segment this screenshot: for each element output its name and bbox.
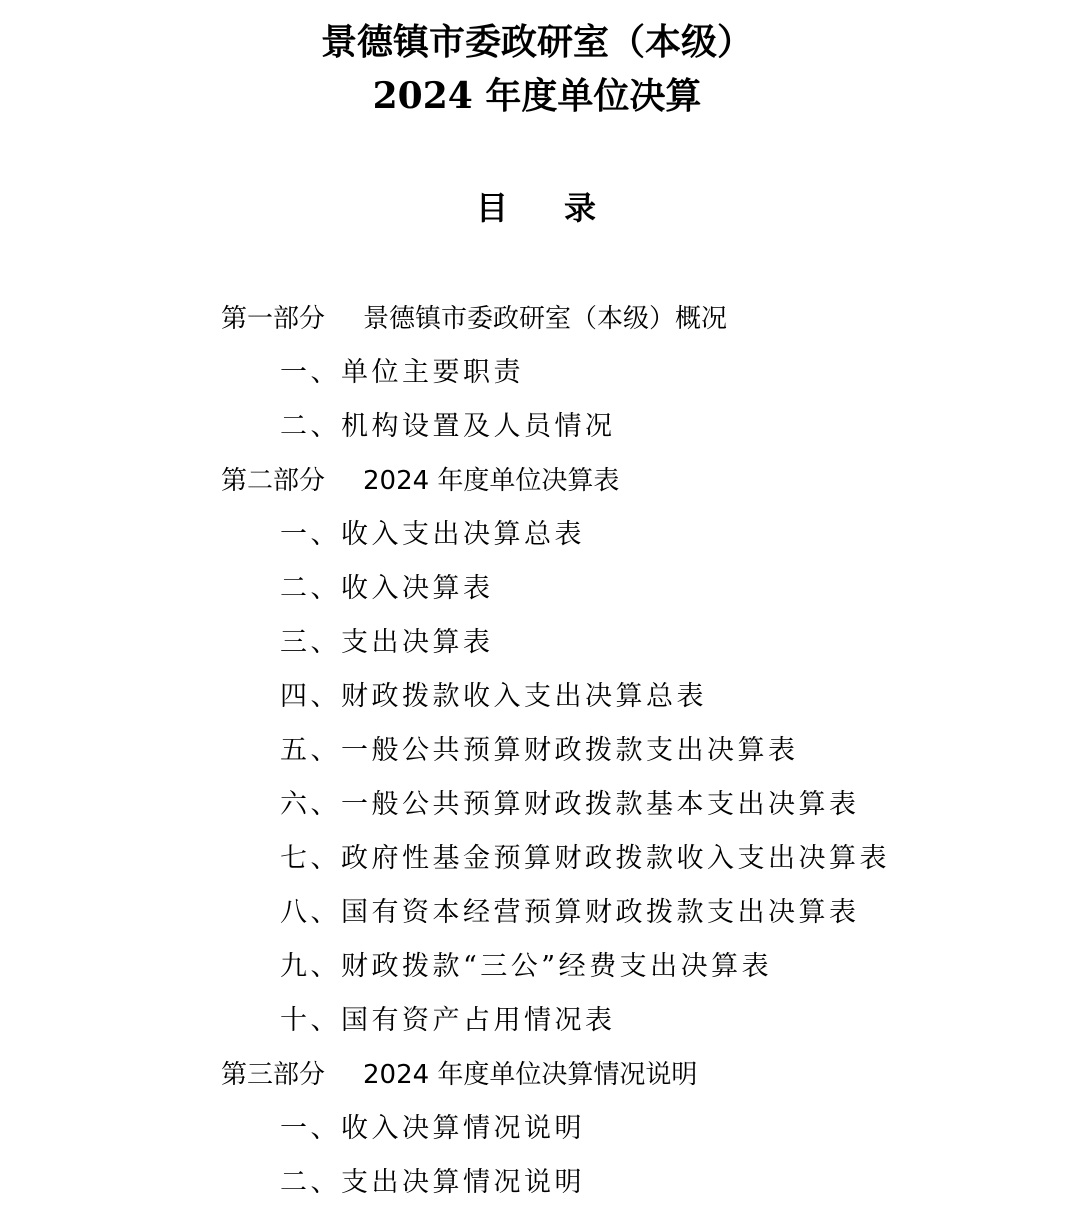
toc-part-1 xyxy=(0,292,1074,346)
document-title-line1: 景德镇市委政研室（本级） xyxy=(320,21,753,63)
toc-item: 三、支出决算表 xyxy=(280,627,494,658)
toc-item: 一、收入支出决算总表 xyxy=(280,519,585,550)
toc-heading-left: 目 xyxy=(475,189,510,227)
toc-item: 九、财政拨款“三公”经费支出决算表 xyxy=(280,951,773,982)
toc-item: 五、一般公共预算财政拨款支出决算表 xyxy=(280,735,799,766)
part-label: 第三部分 xyxy=(221,1060,326,1090)
part-label: 第二部分 xyxy=(221,466,326,496)
part-title: 2024 年度单位决算表 xyxy=(363,466,620,496)
toc-heading xyxy=(0,186,1074,230)
toc-item: 二、收入决算表 xyxy=(280,573,494,604)
toc-item: 一、收入决算情况说明 xyxy=(280,1113,585,1144)
table-of-contents xyxy=(0,292,1074,1210)
toc-part-3 xyxy=(0,1048,1074,1102)
toc-item: 七、政府性基金预算财政拨款收入支出决算表 xyxy=(280,843,890,874)
toc-item: 八、国有资本经营预算财政拨款支出决算表 xyxy=(280,897,860,928)
toc-item: 一、单位主要职责 xyxy=(280,357,524,388)
toc-item: 二、机构设置及人员情况 xyxy=(280,411,616,442)
toc-item: 六、一般公共预算财政拨款基本支出决算表 xyxy=(280,789,860,820)
toc-heading-right: 录 xyxy=(564,189,599,227)
toc-item: 十、国有资产占用情况表 xyxy=(280,1005,616,1036)
toc-item: 四、财政拨款收入支出决算总表 xyxy=(280,681,707,712)
part-title: 景德镇市委政研室（本级）概况 xyxy=(363,304,728,334)
toc-item: 二、支出决算情况说明 xyxy=(280,1167,585,1198)
toc-part-2 xyxy=(0,454,1074,508)
document-title-line2: 2024 年度单位决算 xyxy=(372,75,702,117)
part-label: 第一部分 xyxy=(221,304,326,334)
part-title: 2024 年度单位决算情况说明 xyxy=(363,1060,698,1090)
